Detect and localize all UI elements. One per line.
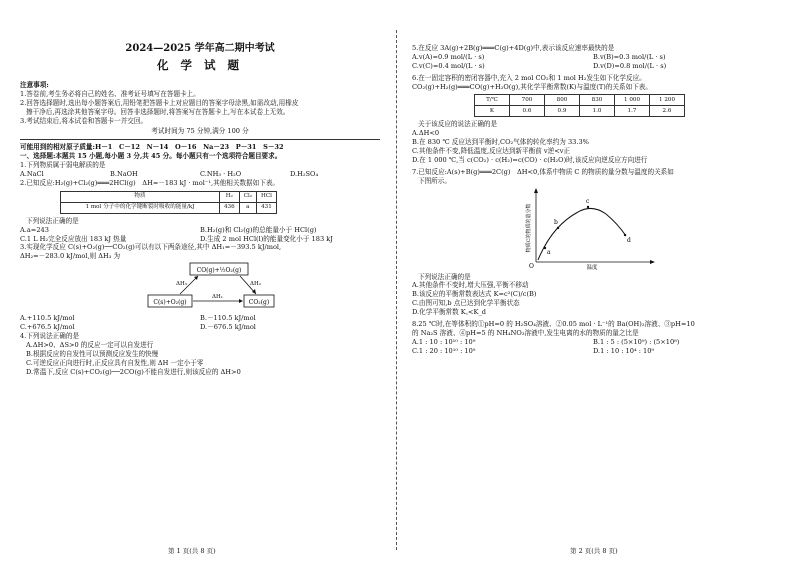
- option-c: C.其他条件不变,降低温度,反应达到新平衡前 v逆<v正: [412, 147, 571, 156]
- column-divider: [396, 30, 397, 550]
- page-number-right: 第 2 页(共 8 页): [570, 547, 618, 555]
- point-a-label: a: [547, 248, 551, 256]
- notes-heading: 注意事项:: [20, 81, 49, 90]
- option-b: B.v(B)=0.3 mol/(L · s): [593, 52, 666, 61]
- note-item: 1.答卷前,考生务必将自己的姓名、准考证号填写在答题卡上。: [20, 89, 200, 98]
- option-c: C.v(C)=0.4 mol/(L · s): [412, 61, 485, 70]
- option-a: A.1 : 10 : 10¹⁰ : 10⁹: [412, 337, 476, 346]
- option-d: D.生成 2 mol HCl(l)的能量变化小于 183 kJ: [200, 234, 333, 243]
- section-heading: 一、选择题:本题共 15 小题,每小题 3 分,共 45 分。每小题只有一个选项符合题目要求。: [20, 152, 282, 161]
- question-1-stem: 1.下列物质属于弱电解质的是: [20, 161, 106, 170]
- table-cell: 1 mol 分子中的化学键断裂时吸收的能量/kJ: [61, 202, 220, 213]
- table-header-cell: Cl₂: [239, 191, 256, 202]
- question-7-ask: 下列说法正确的是: [418, 272, 471, 281]
- table-header-cell: H₂: [220, 191, 240, 202]
- option-d: D.v(D)=0.8 mol/(L · s): [593, 61, 667, 70]
- question-3-options: [20, 314, 380, 323]
- diagram-top-box: CO(g)+½O₂(g): [196, 267, 242, 275]
- graph-ylabel: 物质C的物质的量分数: [526, 203, 532, 253]
- graph-origin-label: O: [529, 262, 534, 270]
- option-c: C.+676.5 kJ/mol: [20, 323, 75, 332]
- question-7-stem: 7.已知反应:A(s)+B(g)═══2C(g) ΔH<0,体系中物质 C 的物质的量分数与温度的关系如: [412, 167, 674, 176]
- question-8-stem: 8.25 ℃时,在等体积的①pH=0 的 H₂SO₄溶液、②0.05 mol · L⁻¹的 Ba(OH)₂溶液、③pH=10: [412, 320, 695, 329]
- question-2-stem: 2.已知反应:H₂(g)+Cl₂(g)═══2HCl(g) ΔH=－183 kJ · mol⁻¹,其他相关数据如下表。: [20, 178, 280, 187]
- atomic-masses: 可能用到的相对原子质量:H－1 C－12 N－14 O－16 Na－23 P－31 S－32: [20, 143, 284, 152]
- option-d: D.H₂SO₄: [290, 170, 319, 179]
- point-b-label: b: [554, 218, 558, 226]
- note-item: 3.考试结束后,将本试卷和答题卡一并交回。: [20, 116, 148, 125]
- option-c: C.由图可知,b 点已达到化学平衡状态: [412, 299, 520, 308]
- note-item: 2.回答选择题时,选出每小题答案后,用铅笔把答题卡上对应题目的答案字母涂黑,如需改动,用橡皮: [20, 98, 299, 107]
- option-c: C.1 : 20 : 10¹⁰ : 10⁹: [412, 346, 476, 355]
- question-6-stem: CO₂(g)+H₂(g)═══CO(g)+H₂O(g),其化学平衡常数(K)与温度(T)的关系如下表。: [412, 82, 652, 91]
- option-d: D.在 1 000 ℃,当 c(CO₂) · c(H₂)=c(CO) · c(H₂O)时,该反应向逆反应方向进行: [412, 156, 648, 165]
- table-cell: 0.6: [510, 106, 545, 117]
- table-cell: 1 000: [615, 95, 650, 106]
- question-3-stem: ΔH₂=－283.0 kJ/mol,则 ΔH₃ 为: [20, 252, 121, 261]
- question-8-stem: 的 Na₂S 溶液、④pH=5 的 NH₄NO₃溶液中,发生电离的水的物质的量之比是: [412, 328, 639, 337]
- question-2-options: [20, 235, 380, 244]
- table-cell: 436: [220, 202, 240, 213]
- option-a: A.NaCl: [20, 170, 44, 179]
- option-b: B.该反应的平衡常数表达式 K=c²(C)/c(B): [412, 290, 537, 299]
- question-8-options: [412, 338, 774, 347]
- question-7-stem: 下图所示。: [418, 176, 451, 185]
- question-5-stem: 5.在反应 3A(g)+2B(g)═══C(g)+4D(g)中,表示该反应速率最快的是: [412, 44, 615, 52]
- mole-fraction-vs-temperature-graph: [412, 186, 774, 270]
- table-cell: 800: [545, 95, 580, 106]
- option-b: B.H₂(g)和 Cl₂(g)的总能量小于 HCl(g): [200, 225, 317, 234]
- exam-subject: 化 学 试 题: [156, 57, 243, 72]
- question-3-stem: 3.实现化学反应 C(s)+O₂(g)──CO₂(g)可以有以下两条途径,其中 ΔH₁=－393.5 kJ/mol,: [20, 243, 282, 252]
- question-5-options: [412, 53, 774, 62]
- point-d-label: d: [627, 236, 631, 244]
- diagram-left-box: C(s)+O₂(g): [153, 299, 187, 307]
- option-a: A.a=243: [20, 225, 49, 234]
- option-a: A.其他条件不变时,增大压强,平衡不移动: [412, 281, 529, 290]
- question-6-stem: 6.在一固定容积的密闭容器中,充入 2 mol CO₂和 1 mol H₂发生如下化学反应。: [412, 73, 646, 82]
- page-number-left: 第 1 页(共 8 页): [168, 547, 216, 555]
- question-8-options: [412, 347, 774, 356]
- option-c: C.1 L H₂完全反应放出 183 kJ 热量: [20, 234, 127, 243]
- question-2-ask: 下列说法正确的是: [26, 216, 79, 225]
- option-b: B.在 830 ℃ 反应达到平衡时,CO₂气体的转化率约为 33.3%: [412, 138, 589, 147]
- right-column: [412, 44, 774, 356]
- option-d: D.常温下,反应 C(s)+CO₂(g)──2CO(g)不能自发进行,则该反应的 ΔH>0: [26, 367, 241, 376]
- option-a: A.+110.5 kJ/mol: [20, 314, 75, 323]
- option-b: B.1 : 5 : (5×10⁹) : (5×10⁸): [593, 337, 680, 346]
- diagram-dh2-label: ΔH₂: [250, 281, 261, 288]
- option-a: A.v(A)=0.9 mol/(L · s): [412, 52, 485, 61]
- table-header-cell: K: [475, 106, 510, 117]
- table-cell: 830: [580, 95, 615, 106]
- diagram-dh1-label: ΔH₁: [212, 294, 223, 301]
- left-column: [20, 38, 380, 376]
- note-item: 擦干净后,再选涂其他答案字母。回答非选择题时,将答案写在答题卡上,写在本试卷上无效。: [26, 107, 290, 116]
- table-cell: 2.6: [650, 106, 685, 117]
- question-6-ask: 关于该反应的说法正确的是: [418, 120, 498, 129]
- divider-line: [20, 139, 380, 140]
- diagram-right-box: CO₂(g): [248, 299, 270, 307]
- equilibrium-constant-table: [474, 94, 685, 117]
- question-5-options: [412, 62, 774, 71]
- table-header-cell: HCl: [257, 191, 277, 202]
- point-c-label: c: [586, 197, 590, 205]
- question-4-stem: 4.下列说法正确的是: [20, 331, 80, 340]
- table-cell: 1.7: [615, 106, 650, 117]
- table-cell: 700: [510, 95, 545, 106]
- option-d: D.－676.5 kJ/mol: [200, 323, 256, 332]
- option-d: D.1 : 10 : 10⁴ : 10⁹: [593, 346, 655, 355]
- diagram-dh3-label: ΔH₃: [176, 281, 187, 288]
- question-1-options: [20, 170, 380, 179]
- table-cell: 0.9: [545, 106, 580, 117]
- table-cell: 431: [257, 202, 277, 213]
- table-cell: a: [239, 202, 256, 213]
- table-cell: 1.0: [580, 106, 615, 117]
- bond-energy-table: [60, 191, 277, 214]
- option-c: C.NH₃ · H₂O: [200, 170, 242, 179]
- option-b: B.根据反应的自发性可以预测反应发生的快慢: [26, 349, 159, 358]
- option-a: A.ΔH>0、ΔS>0 的反应一定可以自发进行: [26, 340, 154, 349]
- question-3-options: [20, 323, 380, 332]
- question-2-options: [20, 226, 380, 235]
- option-b: B.－110.5 kJ/mol: [200, 314, 256, 323]
- exam-title: 2024—2025 学年高二期中考试: [125, 43, 275, 54]
- option-b: B.NaOH: [110, 170, 138, 179]
- option-c: C.可逆反应正向进行时,正反应具有自发性,则 ΔH 一定小于零: [26, 358, 204, 367]
- option-d: D.化学平衡常数 K꜀<K_d: [412, 308, 486, 317]
- graph-xlabel: 温度: [586, 264, 598, 270]
- exam-time: 考试时间为 75 分钟,满分 100 分: [151, 127, 249, 136]
- enthalpy-path-diagram: [20, 261, 380, 311]
- table-cell: 1 200: [650, 95, 685, 106]
- table-header-cell: 物质: [61, 191, 220, 202]
- table-header-cell: T/℃: [475, 95, 510, 106]
- option-a: A.ΔH<0: [412, 129, 440, 138]
